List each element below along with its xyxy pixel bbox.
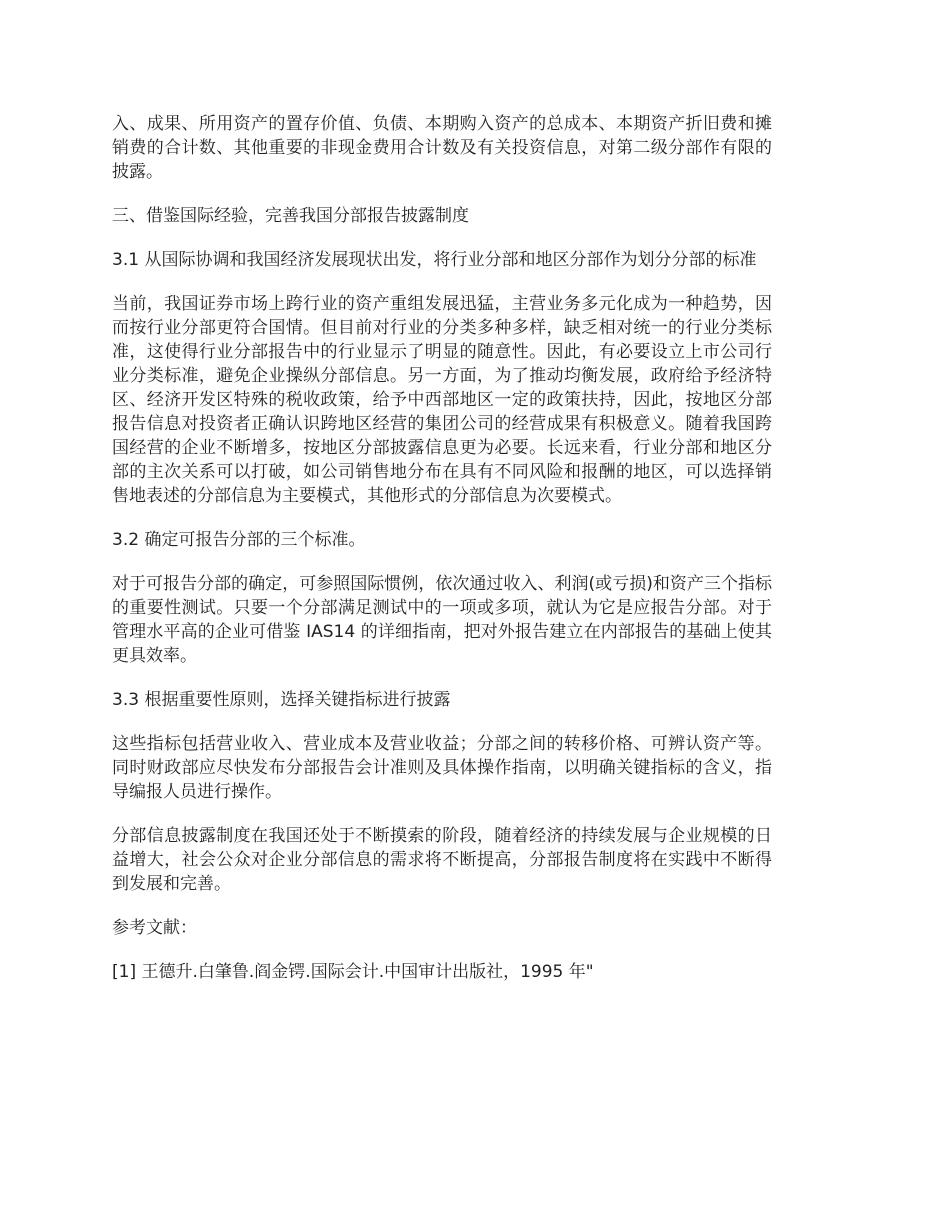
reference-item: [1] 王德升.白肇鲁.阎金锷.国际会计.中国审计出版社，1995 年": [112, 962, 594, 982]
paragraph-disclosure-continued: 入、成果、所用资产的置存价值、负债、本期购入资产的总成本、本期资产折旧费和摊销费的合计数、其他重要的非现金费用合计数及有关投资信息，对第二级分部作有限的披露。: [112, 114, 772, 182]
references-heading: 参考文献：: [112, 918, 197, 938]
subheading-3-2: 3.2 确定可报告分部的三个标准。: [112, 530, 366, 550]
paragraph-current-situation: 当前，我国证券市场上跨行业的资产重组发展迅猛，主营业务多元化成为一种趋势，因而按行业分部更符合国情。但目前对行业的分类多种多样，缺乏相对统一的行业分类标准，这使得行业分部报告中的行业显示了明显的随意性。因此，有必要设立上市公司行业分类标准，避免企业操纵分部信息。另一方面，为了推动均衡发展，政府给予经济特区、经济开发区特殊的税收政策，给予中西部地区一定的政策扶持，因此，按地区分部报告信息对投资者正确认识跨地区经营的集团公司的经营成果有积极意义。随着我国跨国经营的企业不断增多，按地区分部披露信息更为必要。长远来看，行业分部和地区分部的主次关系可以打破，如公司销售地分布在具有不同风险和报酬的地区，可以选择销售地表述的分部信息为主要模式，其他形式的分部信息为次要模式。: [112, 294, 772, 506]
section-heading-three: 三、借鉴国际经验，完善我国分部报告披露制度: [112, 206, 469, 226]
paragraph-reportable-segments: 对于可报告分部的确定，可参照国际惯例，依次通过收入、利润(或亏损)和资产三个指标的重要性测试。只要一个分部满足测试中的一项或多项，就认为它是应报告分部。对于管理水平高的企业可借鉴 IAS14 的详细指南，把对外报告建立在内部报告的基础上使其更具效率。: [112, 574, 772, 666]
document-page: [112, 112, 772, 984]
subheading-3-3: 3.3 根据重要性原则，选择关键指标进行披露: [112, 690, 451, 710]
subheading-3-1: 3.1 从国际协调和我国经济发展现状出发，将行业分部和地区分部作为划分分部的标准: [112, 250, 757, 270]
paragraph-key-indicators: 这些指标包括营业收入、营业成本及营业收益；分部之间的转移价格、可辨认资产等。同时财政部应尽快发布分部报告会计准则及具体操作指南，以明确关键指标的含义，指导编报人员进行操作。: [112, 734, 772, 802]
paragraph-conclusion: 分部信息披露制度在我国还处于不断摸索的阶段，随着经济的持续发展与企业规模的日益增大，社会公众对企业分部信息的需求将不断提高，分部报告制度将在实践中不断得到发展和完善。: [112, 826, 772, 894]
